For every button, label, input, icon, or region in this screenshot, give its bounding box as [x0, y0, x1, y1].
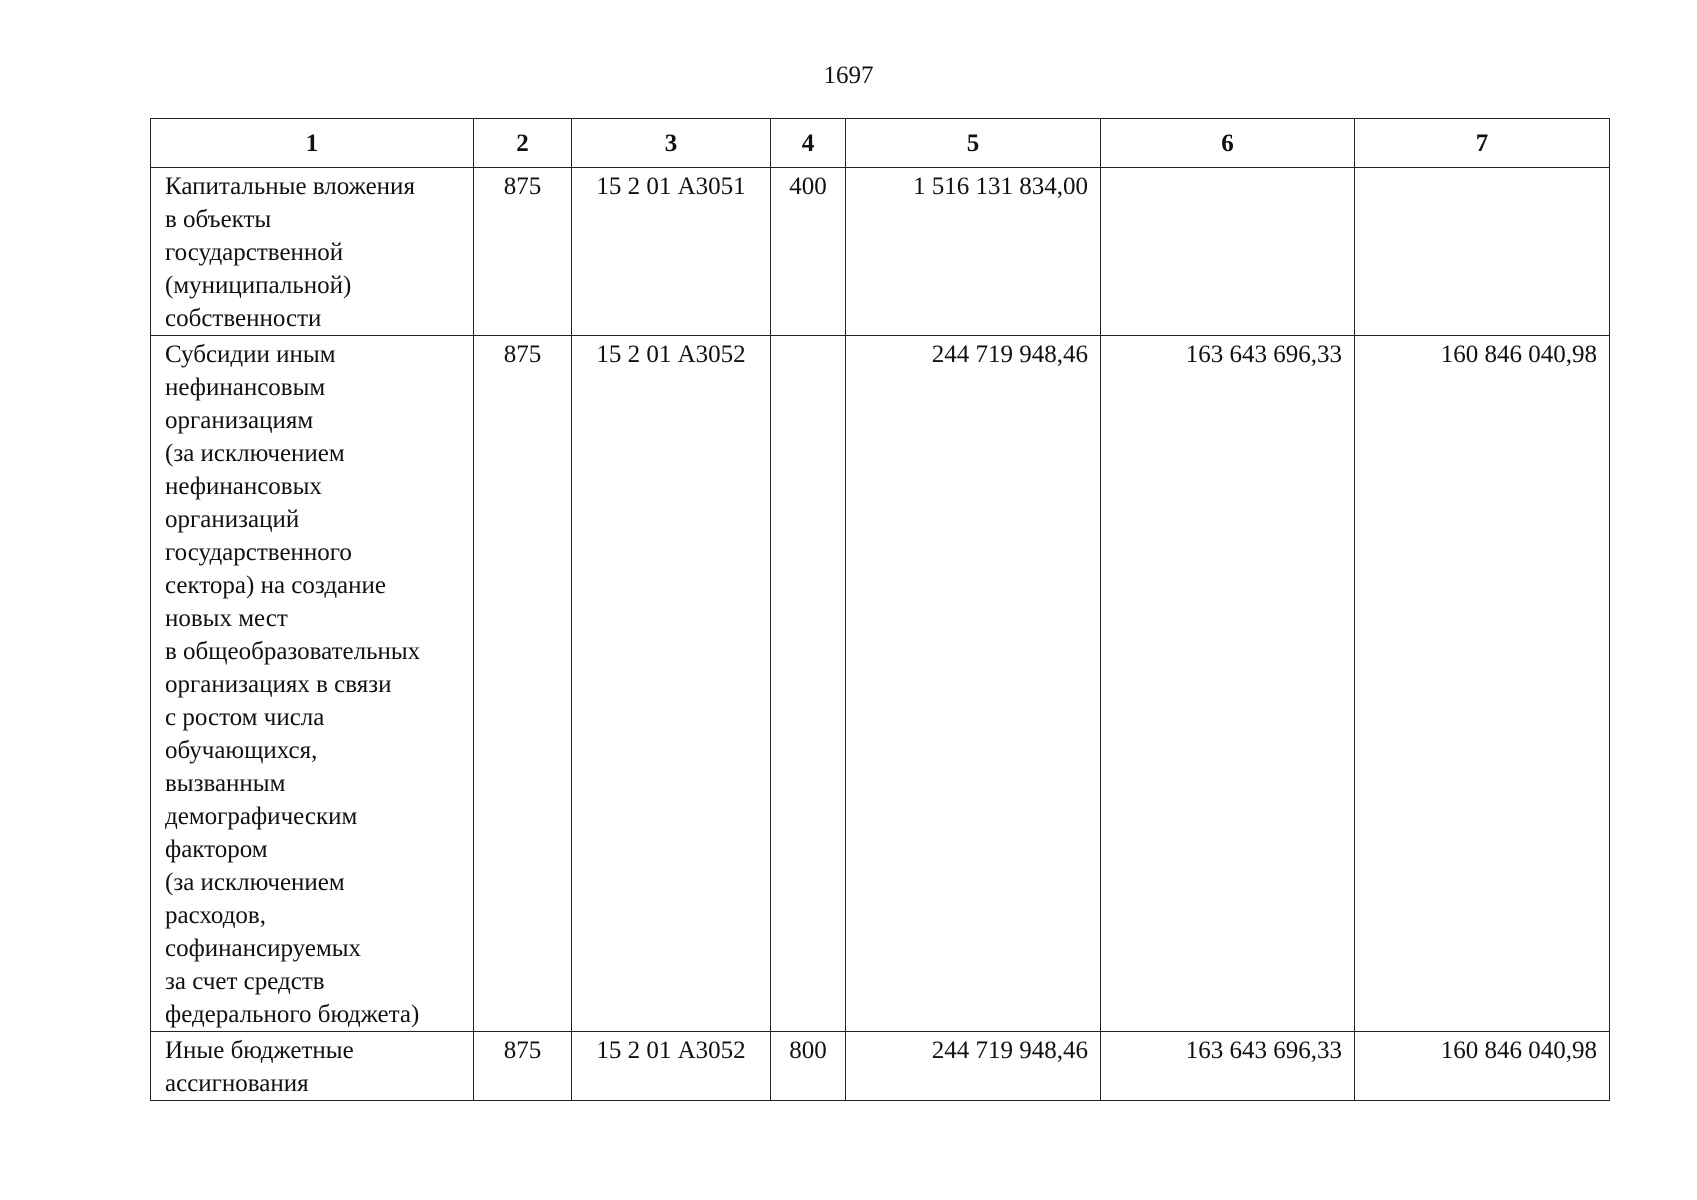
name-line: фактором — [165, 836, 268, 863]
header-col-3: 3 — [572, 119, 771, 168]
amount-col-6-cell — [1101, 168, 1355, 336]
name-line: в объекты — [165, 206, 272, 233]
name-line: сектора) на создание — [165, 572, 386, 599]
name-line: организациям — [165, 407, 314, 434]
table-row — [151, 1032, 1610, 1101]
amount-col-5-cell: 1 516 131 834,00 — [846, 168, 1101, 336]
name-line: за счет средств — [165, 968, 325, 995]
table-row — [151, 336, 1610, 1032]
ministry-code-cell: 875 — [474, 336, 572, 1032]
expense-type-cell: 400 — [771, 168, 846, 336]
header-row — [151, 119, 1610, 168]
expense-type-cell — [771, 336, 846, 1032]
name-line: нефинансовых — [165, 473, 322, 500]
row-name-cell — [151, 168, 474, 336]
amount-col-6-cell: 163 643 696,33 — [1101, 1032, 1355, 1101]
amount-col-5-cell: 244 719 948,46 — [846, 1032, 1101, 1101]
name-line: с ростом числа — [165, 704, 325, 731]
name-line: Капитальные вложения — [165, 173, 415, 200]
name-line: расходов, — [165, 902, 266, 929]
name-line: Иные бюджетные — [165, 1037, 354, 1064]
name-line: государственной — [165, 239, 344, 266]
header-col-7: 7 — [1355, 119, 1610, 168]
name-line: (за исключением — [165, 869, 345, 896]
name-line: софинансируемых — [165, 935, 362, 962]
amount-col-6-cell: 163 643 696,33 — [1101, 336, 1355, 1032]
amount-col-7-cell: 160 846 040,98 — [1355, 336, 1610, 1032]
name-line: в общеобразовательных — [165, 638, 421, 665]
page-number: 1697 — [823, 62, 874, 89]
target-article-cell: 15 2 01 А3052 — [572, 1032, 771, 1101]
ministry-code-cell: 875 — [474, 1032, 572, 1101]
name-line: организаций — [165, 506, 300, 533]
header-col-5: 5 — [846, 119, 1101, 168]
ministry-code-cell: 875 — [474, 168, 572, 336]
amount-col-7-cell — [1355, 168, 1610, 336]
header-col-1: 1 — [151, 119, 474, 168]
header-col-6: 6 — [1101, 119, 1355, 168]
header-col-2: 2 — [474, 119, 572, 168]
expense-type-cell: 800 — [771, 1032, 846, 1101]
name-line: вызванным — [165, 770, 286, 797]
amount-col-7-cell: 160 846 040,98 — [1355, 1032, 1610, 1101]
amount-col-5-cell: 244 719 948,46 — [846, 336, 1101, 1032]
name-line: собственности — [165, 305, 322, 332]
name-line: ассигнования — [165, 1070, 309, 1097]
name-line: демографическим — [165, 803, 358, 830]
name-line: новых мест — [165, 605, 288, 632]
row-name-cell — [151, 336, 474, 1032]
name-line: федерального бюджета) — [165, 1001, 420, 1028]
name-line: государственного — [165, 539, 352, 566]
name-line: организациях в связи — [165, 671, 392, 698]
target-article-cell: 15 2 01 А3052 — [572, 336, 771, 1032]
target-article-cell: 15 2 01 А3051 — [572, 168, 771, 336]
budget-table — [150, 118, 1610, 1101]
name-line: (муниципальной) — [165, 272, 352, 299]
row-name-cell — [151, 1032, 474, 1101]
name-line: (за исключением — [165, 440, 345, 467]
name-line: обучающихся, — [165, 737, 318, 764]
header-col-4: 4 — [771, 119, 846, 168]
name-line: Субсидии иным — [165, 341, 336, 368]
name-line: нефинансовым — [165, 374, 326, 401]
table-row — [151, 168, 1610, 336]
